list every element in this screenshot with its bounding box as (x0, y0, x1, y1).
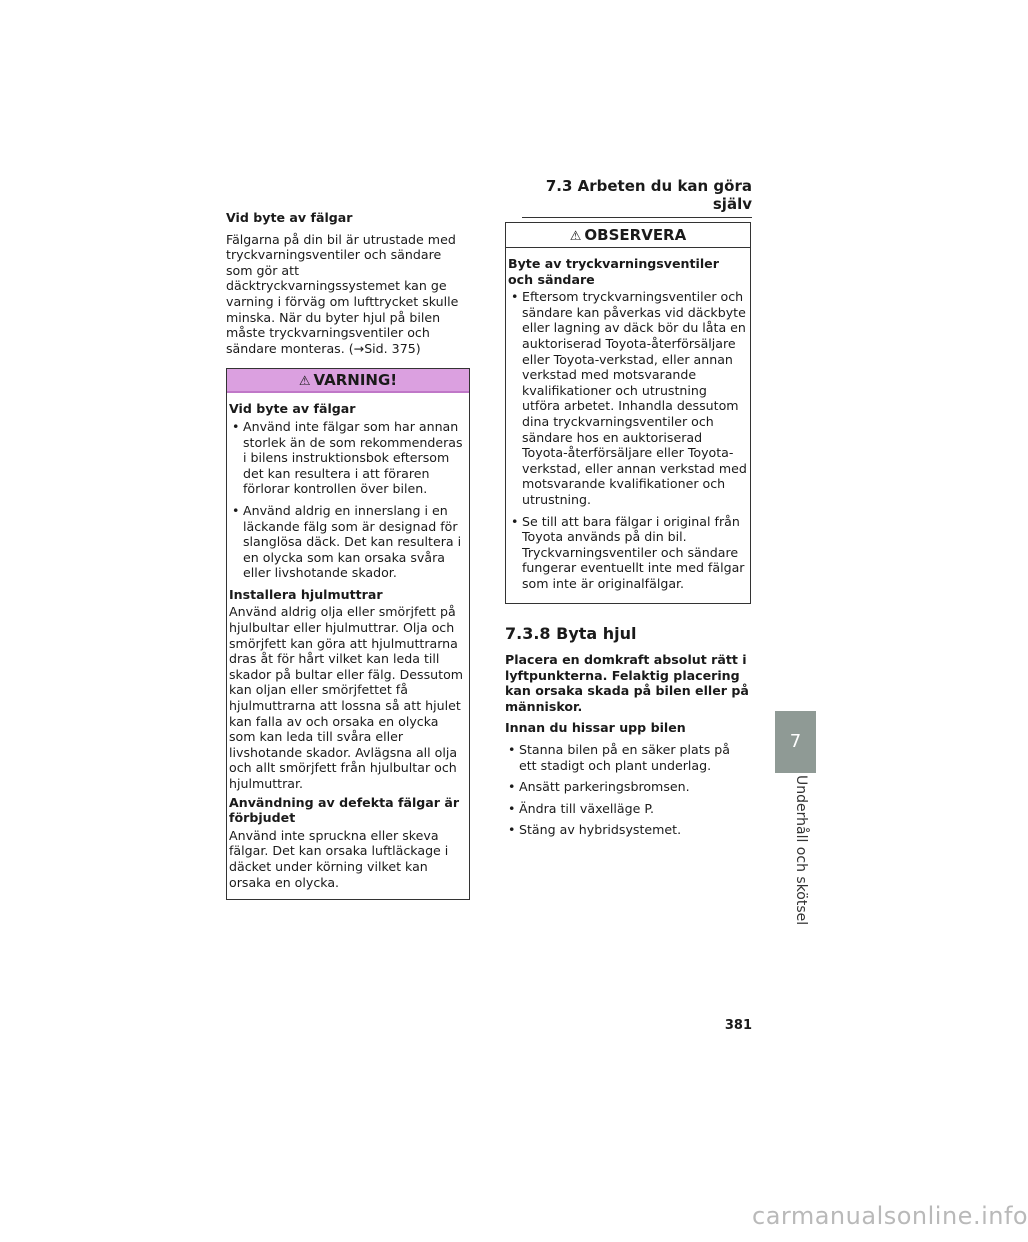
warning-list (229, 419, 467, 581)
warning-box (226, 368, 470, 900)
list-item: • Stanna bilen på en säker plats på ett stadigt och plant underlag. (505, 742, 751, 773)
section-title: 7.3.8 Byta hjul (505, 624, 637, 644)
watermark: carmanualsonline.info (752, 1202, 1028, 1230)
steps-list (505, 742, 751, 838)
warning-paragraph: Använd inte spruckna eller skeva fälgar. Det kan orsaka luftläckage i däcket under körning vilket kan orsaka en olycka. (229, 827, 449, 890)
list-item: • Stäng av hybridsystemet. (505, 822, 751, 838)
chapter-header: 7.3 Arbeten du kan göra själv (522, 177, 752, 218)
warning-title: VARNING! (313, 371, 398, 390)
intro-paragraph: Fälgarna på din bil är utrustade med tryckvarningsventiler och sändare som gör att däcktryckvarningssystemet kan ge varning i förväg om lufttrycket skulle minska. När du byter hjul på bilen måste tryckvarningsventiler och sändare monteras. (→Sid. 375) (226, 231, 459, 356)
notice-icon: ⚠ (569, 229, 582, 244)
list-item: • Ansätt parkeringsbromsen. (505, 779, 751, 795)
list-item: • Ändra till växelläge P. (505, 801, 751, 817)
list-item: • Använd inte fälgar som har annan storlek än de som rekommenderas i bilens instruktionsbok eftersom det kan resultera i att föraren förlorar kontrollen över bilen. (229, 419, 467, 497)
notice-title: OBSERVERA (584, 226, 687, 244)
warning-header (227, 369, 469, 393)
left-column (226, 210, 470, 900)
page-number: 381 (724, 1018, 752, 1033)
notice-box (505, 222, 751, 604)
notice-list (508, 289, 748, 591)
warning-subheading: Installera hjulmuttrar (229, 586, 383, 602)
right-column (505, 222, 751, 844)
bold-paragraph: Placera en domkraft absolut rätt i lyftpunkterna. Felaktig placering kan orsaka skada på bilen eller på människor. (505, 652, 749, 714)
list-item: • Använd aldrig en innerslang i en läckande fälg som är designad för slanglösa däck. Det kan resultera i en olycka som kan orsaka svåra eller livshotande skador. (229, 503, 467, 581)
subheading: Innan du hissar upp bilen (505, 720, 686, 736)
warning-subheading: Vid byte av fälgar (229, 401, 356, 417)
list-item: • Se till att bara fälgar i original från Toyota används på din bil. Tryckvarningsventiler och sändare fungerar eventuellt inte med fälgar som inte är originalfälgar. (508, 514, 748, 592)
warning-paragraph: Använd aldrig olja eller smörjfett på hjulbultar eller hjulmuttrar. Olja och smörjfett kan göra att hjulmuttrarna dras åt för hårt vilket kan leda till skador på bultar eller fälg. Dessutom kan oljan eller smörjfettet få hjulmuttrarna att lossna så att hjulet kan falla av och orsaka en olycka som kan leda till svåra eller livshotande skador. Avlägsna all olja och allt smörjfett från hjulbultar och hjulmuttrar. (229, 604, 464, 791)
notice-subheading: Byte av tryckvarningsventiler och sändare (508, 256, 719, 287)
notice-header (506, 223, 750, 248)
section-heading: Vid byte av fälgar (226, 210, 353, 225)
warning-icon: ⚠ (298, 374, 311, 390)
warning-subheading: Användning av defekta fälgar är förbjudet (229, 794, 460, 826)
chapter-tab-label: Underhåll och skötsel (793, 775, 809, 926)
list-item: • Eftersom tryckvarningsventiler och sändare kan påverkas vid däckbyte eller lagning av däck bör du låta en auktoriserad Toyota-återförsäljare eller Toyota-verkstad, eller annan verkstad med motsvarande kvalifikationer och utrustning utföra arbetet. Inhandla dessutom dina tryckvarningsventiler och sändare hos en auktoriserad Toyota-återförsäljare eller Toyota-verkstad, eller annan verkstad med motsvarande kvalifikationer och utrustning. (508, 289, 748, 507)
chapter-tab[interactable]: 7 (775, 711, 816, 773)
